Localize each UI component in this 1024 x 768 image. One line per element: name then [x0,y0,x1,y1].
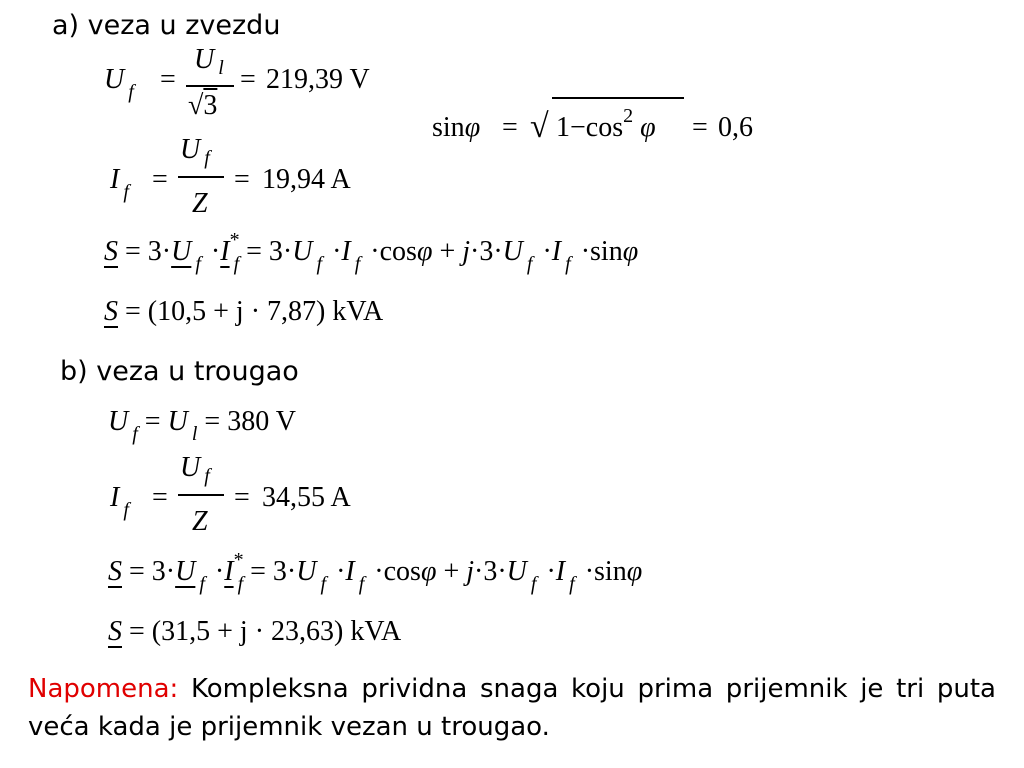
heading-a: a) veza u zvezdu [52,10,281,41]
eq-b-uf: U $_f$ = U $_l$ = 380 V [108,406,296,445]
eq-a-s-result: S = (10,5 + j · 7,87) kVA [104,296,384,327]
eq-a-s-formula: S = 3·U $_f \cdot I^*_f = 3\cdot U$ $_f$ ·I $_f$ ·cosφ + j·3·U $_f$ ·I $_f$ ·sinφ [104,229,639,275]
note-paragraph [28,670,996,746]
note-text: Kompleksna prividna snaga koju prima prijemnik je tri puta veća kada je prijemnik vezan u trougao. [28,674,996,742]
eq-b-s-formula: S = 3·U $_f \cdot I^*_f = 3\cdot U$ $_f$ ·I $_f$ ·cosφ + j·3·U $_f$ ·I $_f$ ·sinφ [108,549,643,595]
eq-b-s-result: S = (31,5 + j · 23,63) kVA [108,616,402,647]
heading-b: b) veza u trougao [60,356,299,387]
note-label: Napomena: [28,674,179,704]
